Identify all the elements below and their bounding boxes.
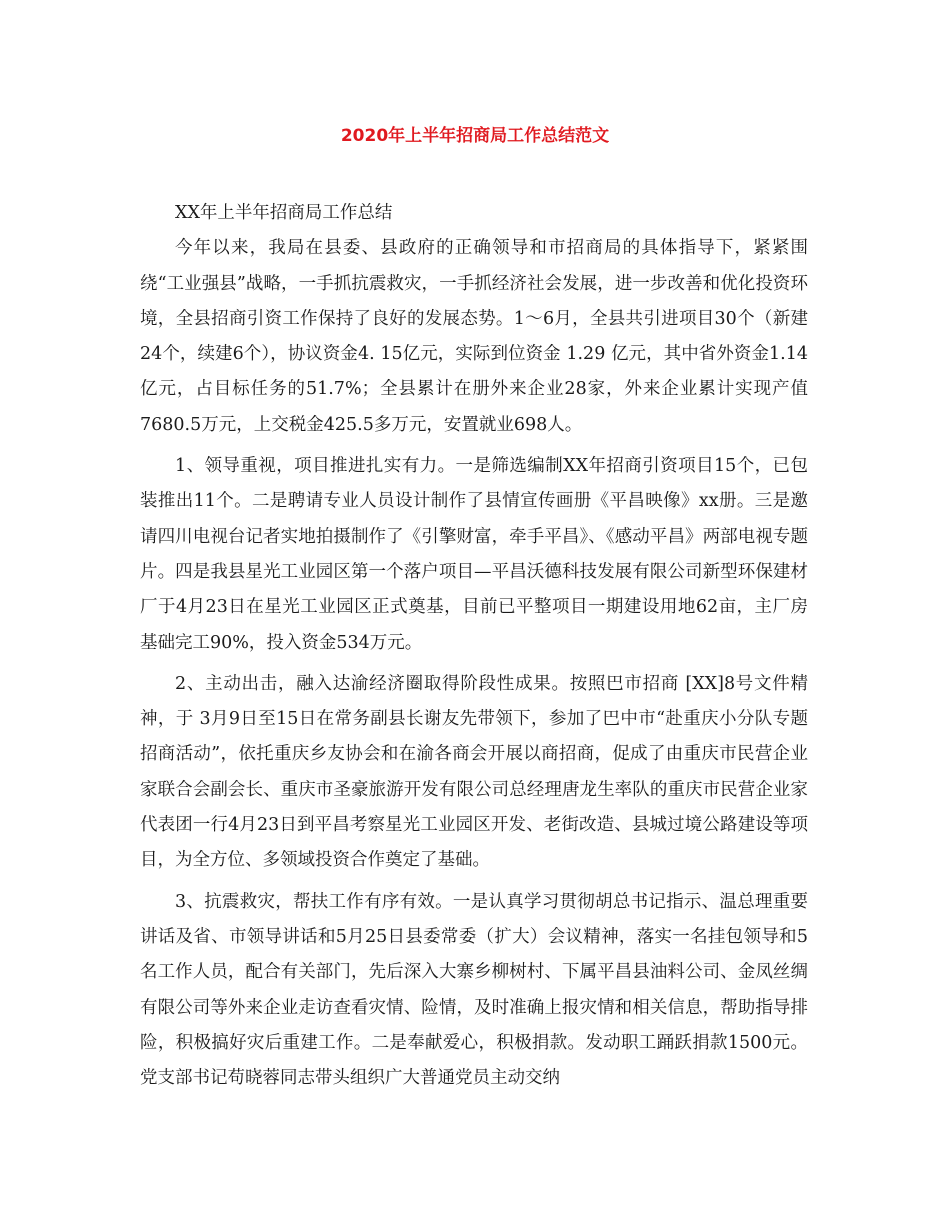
paragraph-intro: 今年以来，我局在县委、县政府的正确领导和市招商局的具体指导下，紧紧围绕“工业强县”战略，一手抓抗震救灾，一手抓经济社会发展，进一步改善和优化投资环境，全县招商引资工作保持了良好的发展态势。1～6月，全县共引进项目30个（新建24个，续建6个），协议资金4. 15亿元，实际到位资金 1.29 亿元，其中省外资金1.14亿元，占目标任务的51.7%；全县累计在册外来企业28家，外来企业累计实现产值7680.5万元，上交税金425.5多万元，安置就业698人。	[140, 238, 808, 435]
paragraph-section-1: 1、领导重视，项目推进扎实有力。一是筛选编制XX年招商引资项目15个，已包装推出11个。二是聘请专业人员设计制作了县情宣传画册《平昌映像》xx册。三是邀请四川电视台记者实地拍摄制作了《引擎财富，牵手平昌》、《感动平昌》两部电视专题片。四是我县星光工业园区第一个落户项目—平昌沃德科技发展有限公司新型环保建材厂于4月23日在星光工业园区正式奠基，目前已平整项目一期建设用地62亩，主厂房基础完工90%，投入资金534万元。	[140, 456, 808, 653]
document-title: 2020年上半年招商局工作总结范文	[340, 126, 610, 146]
paragraph-section-2: 2、主动出击，融入达渝经济圈取得阶段性成果。按照巴市招商 [XX]8号文件精神，于 3月9日至15日在常务副县长谢友先带领下，参加了巴中市“赴重庆小分队专题招商活动”，依托重庆乡友协会和在渝各商会开展以商招商，促成了由重庆市民营企业家联合会副会长、重庆市圣豪旅游开发有限公司总经理唐龙生率队的重庆市民营企业家代表团一行4月23日到平昌考察星光工业园区开发、老街改造、县城过境公路建设等项目，为全方位、多领域投资合作奠定了基础。	[140, 673, 808, 871]
document-body	[140, 196, 808, 1096]
document-subtitle: XX年上半年招商局工作总结	[175, 203, 393, 223]
paragraph-section-3: 3、抗震救灾，帮扶工作有序有效。一是认真学习贯彻胡总书记指示、温总理重要讲话及省、市领导讲话和5月25日县委常委（扩大）会议精神，落实一名挂包领导和5名工作人员，配合有关部门，先后深入大寨乡柳树村、下属平昌县油料公司、金凤丝绸有限公司等外来企业走访查看灾情、险情，及时准确上报灾情和相关信息，帮助指导排险，积极搞好灾后重建工作。二是奉献爱心，积极捐款。发动职工踊跃捐款1500元。党支部书记苟晓蓉同志带头组织广大普通党员主动交纳	[140, 891, 808, 1089]
